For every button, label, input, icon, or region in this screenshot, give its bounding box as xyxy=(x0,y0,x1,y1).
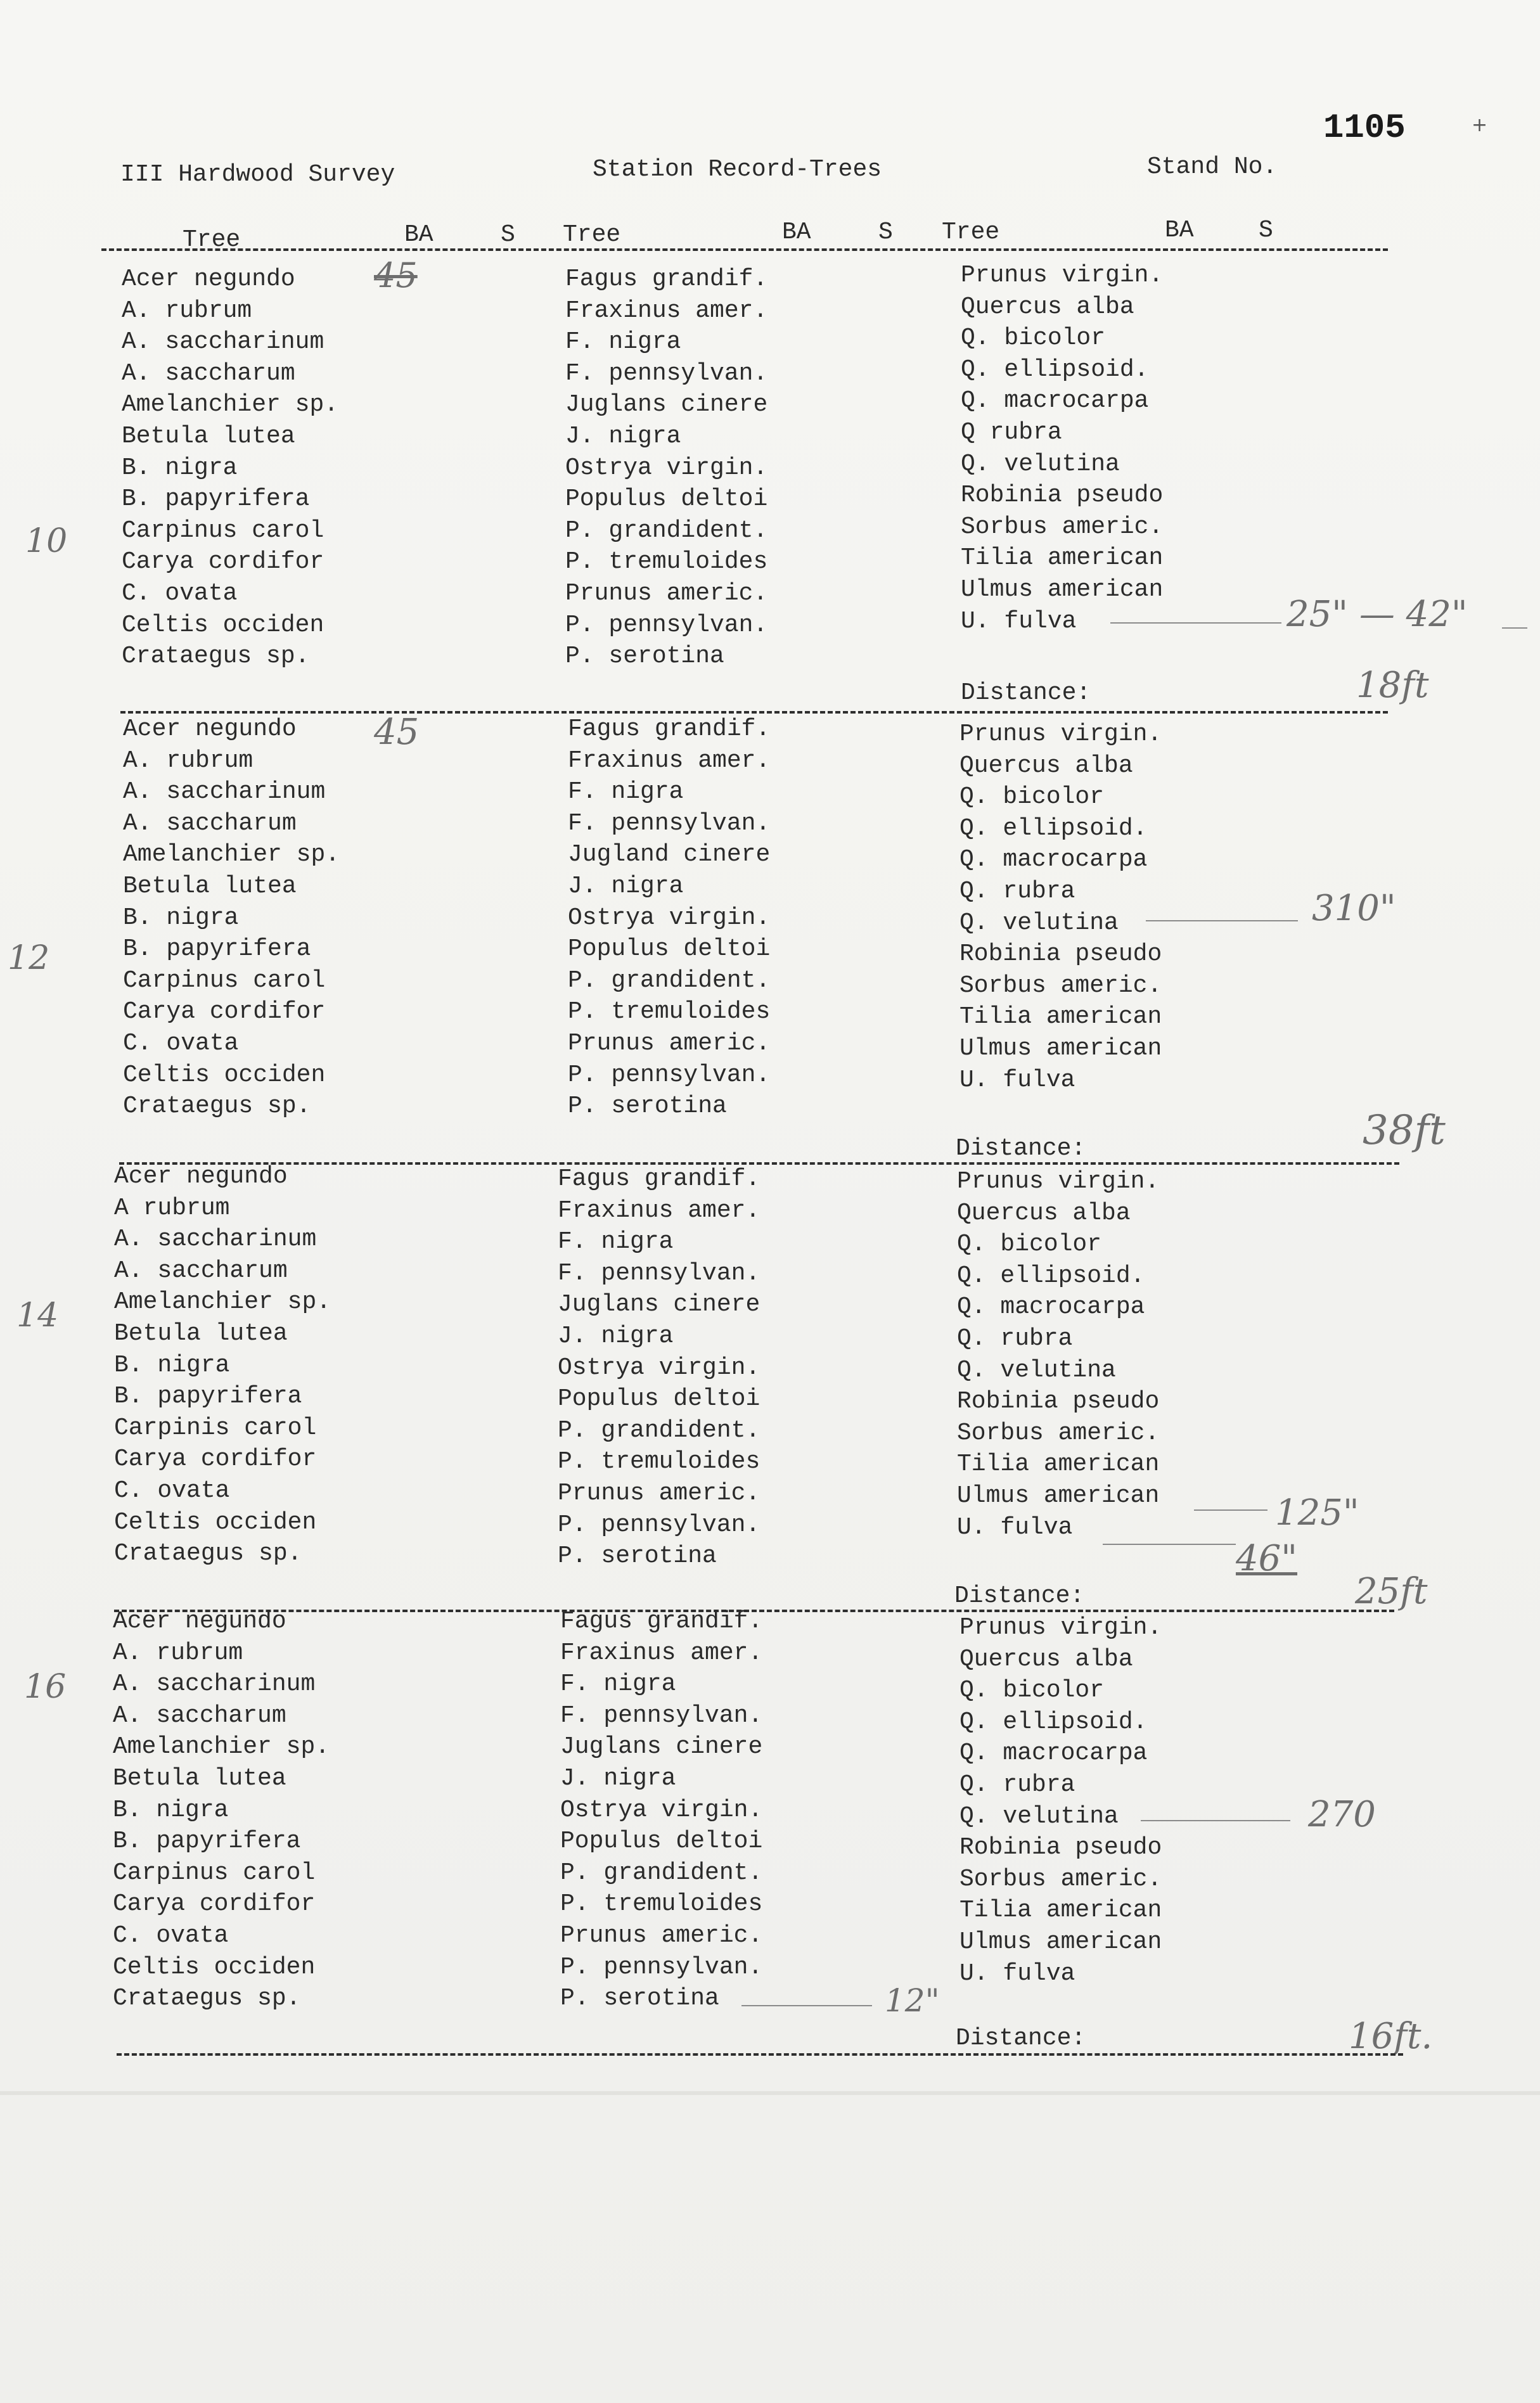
tree-name: A. saccharinum xyxy=(122,328,324,356)
tree-name: P. tremuloides xyxy=(558,1448,760,1476)
record-title: Station Record-Trees xyxy=(593,156,882,183)
tree-name: P. serotina xyxy=(565,643,724,670)
tree-name: B. nigra xyxy=(114,1351,230,1379)
tree-name: Fagus grandif. xyxy=(560,1608,763,1635)
tree-name: Carpinus carol xyxy=(122,516,324,544)
tree-name: F. nigra xyxy=(558,1228,674,1256)
tree-name: B. nigra xyxy=(123,904,239,932)
annotation-leader-line xyxy=(1194,1509,1267,1511)
tree-name: U. fulva xyxy=(959,1959,1075,1987)
tree-name: Q. velutina xyxy=(957,1356,1116,1384)
handwritten-note: 310" xyxy=(1312,888,1396,929)
tree-name: Carpinus carol xyxy=(123,966,326,994)
tree-name: Robinia pseudo xyxy=(959,1834,1162,1862)
column-header-ba-1: BA xyxy=(404,221,433,248)
tree-name: J. nigra xyxy=(560,1765,676,1792)
tree-name: Amelanchier sp. xyxy=(123,841,340,869)
tree-name: A. rubrum xyxy=(123,747,253,774)
tree-name: Betula lutea xyxy=(114,1320,288,1347)
column-header-s-1: S xyxy=(501,221,515,248)
tree-name: U. fulva xyxy=(957,1513,1073,1541)
tree-name: Sorbus americ. xyxy=(961,513,1164,541)
tree-name: Tilia american xyxy=(957,1451,1160,1478)
tree-name: Carya cordifor xyxy=(113,1890,316,1918)
tree-name: B. papyrifera xyxy=(122,485,310,513)
tree-name: Fagus grandif. xyxy=(558,1165,760,1193)
tree-name: Amelanchier sp. xyxy=(122,391,339,419)
tree-name: Acer negundo xyxy=(113,1608,286,1635)
distance-label: Distance: xyxy=(956,1135,1086,1162)
handwritten-note: 46" xyxy=(1236,1538,1298,1579)
corner-mark: + xyxy=(1472,114,1488,136)
tree-name: Celtis occiden xyxy=(122,611,324,639)
tree-name: F. pennsylvan. xyxy=(558,1259,760,1287)
tree-name: Prunus virgin. xyxy=(959,721,1162,748)
distance-value: 16ft. xyxy=(1349,2016,1433,2057)
column-header-ba-2: BA xyxy=(782,219,811,246)
tree-name: Prunus virgin. xyxy=(961,262,1164,289)
tree-name: Q. ellipsoid. xyxy=(959,814,1148,842)
tree-name: U. fulva xyxy=(959,1066,1075,1094)
tree-name: Crataegus sp. xyxy=(114,1540,302,1568)
tree-name: Q. bicolor xyxy=(961,324,1106,352)
tree-name: Celtis occiden xyxy=(114,1508,317,1536)
tree-name: Prunus americ. xyxy=(558,1480,760,1507)
tree-name: J. nigra xyxy=(568,873,684,900)
tree-name: Quercus alba xyxy=(957,1199,1131,1227)
tree-name: Juglans cinere xyxy=(565,391,768,419)
tree-name: Jugland cinere xyxy=(568,841,771,869)
tree-name: Q. bicolor xyxy=(959,783,1105,811)
margin-note: 10 xyxy=(25,522,68,560)
tree-name: Prunus virgin. xyxy=(959,1614,1162,1641)
annotation-leader-line xyxy=(741,2005,872,2006)
tree-name: Ostrya virgin. xyxy=(565,454,768,482)
tree-name: Betula lutea xyxy=(123,873,297,900)
tree-name: Q. rubra xyxy=(959,1771,1075,1798)
tree-name: C. ovata xyxy=(123,1030,239,1057)
tree-name: P. grandident. xyxy=(558,1416,760,1444)
tree-name: Celtis occiden xyxy=(123,1061,326,1089)
distance-label: Distance: xyxy=(961,679,1091,707)
tree-name: Q. ellipsoid. xyxy=(961,356,1149,383)
distance-value: 25ft xyxy=(1355,1571,1428,1612)
tree-name: Betula lutea xyxy=(113,1765,286,1792)
tree-name: Q. bicolor xyxy=(959,1677,1105,1705)
section-rule xyxy=(120,711,1388,714)
tree-name: P. tremuloides xyxy=(568,998,771,1026)
tree-name: U. fulva xyxy=(961,607,1077,635)
column-header-tree-2: Tree xyxy=(563,221,621,248)
tree-name: Betula lutea xyxy=(122,423,295,450)
annotation-leader-line xyxy=(1103,1544,1236,1545)
tree-name: F. pennsylvan. xyxy=(560,1701,763,1729)
handwritten-note: 12" xyxy=(885,1982,940,2019)
tree-name: Prunus virgin. xyxy=(957,1168,1160,1195)
tree-name: Q. macrocarpa xyxy=(961,387,1149,415)
tree-name: F. nigra xyxy=(560,1670,676,1698)
tree-name: Populus deltoi xyxy=(565,485,768,513)
tree-name: Q. bicolor xyxy=(957,1231,1102,1259)
column-header-s-3: S xyxy=(1259,217,1273,244)
tree-name: P. grandident. xyxy=(560,1859,763,1887)
annotation-leader-line xyxy=(1110,622,1281,624)
tree-name: Juglans cinere xyxy=(558,1291,760,1319)
annotation-leader-line xyxy=(1502,627,1527,629)
tree-name: A. saccharinum xyxy=(114,1226,317,1253)
tree-name: Fraxinus amer. xyxy=(568,747,771,774)
tree-name: P. pennsylvan. xyxy=(558,1511,760,1539)
distance-label: Distance: xyxy=(954,1582,1085,1610)
tree-name: P. pennsylvan. xyxy=(568,1061,771,1089)
annotation-leader-line xyxy=(1141,1820,1290,1821)
tree-name: P. grandident. xyxy=(565,516,768,544)
margin-note: 16 xyxy=(24,1668,67,1706)
tree-name: Acer negundo xyxy=(123,715,297,743)
tree-name: Populus deltoi xyxy=(558,1385,760,1413)
tree-name: B. nigra xyxy=(113,1796,229,1824)
tree-name: Q. velutina xyxy=(959,909,1119,937)
tree-name: Sorbus americ. xyxy=(959,971,1162,999)
tree-name: Ulmus american xyxy=(957,1482,1160,1509)
tree-name: Robinia pseudo xyxy=(957,1388,1160,1416)
survey-title: III Hardwood Survey xyxy=(120,161,395,188)
tree-name: Ostrya virgin. xyxy=(568,904,771,932)
tree-name: Populus deltoi xyxy=(568,935,771,963)
tree-name: Q. ellipsoid. xyxy=(957,1262,1145,1290)
handwritten-note: 45 xyxy=(374,255,418,295)
section-rule xyxy=(119,1162,1399,1165)
tree-name: A. saccharinum xyxy=(113,1670,316,1698)
tree-name: P. pennsylvan. xyxy=(560,1953,763,1981)
tree-name: Ulmus american xyxy=(961,576,1164,603)
tree-name: Fagus grandif. xyxy=(565,266,768,293)
column-header-tree-1: Tree xyxy=(183,226,241,253)
tree-name: A. saccharinum xyxy=(123,778,326,806)
tree-name: C. ovata xyxy=(114,1477,230,1504)
handwritten-note: 125" xyxy=(1275,1492,1359,1534)
tree-name: F. nigra xyxy=(568,778,684,806)
tree-name: Q. macrocarpa xyxy=(959,846,1148,874)
tree-name: P. serotina xyxy=(560,1985,719,2013)
handwritten-note: 45 xyxy=(374,712,420,753)
tree-name: Tilia american xyxy=(961,544,1164,572)
distance-value: 38ft xyxy=(1363,1107,1446,1154)
tree-name: Fraxinus amer. xyxy=(558,1196,760,1224)
annotation-leader-line xyxy=(1146,920,1298,921)
tree-name: Ulmus american xyxy=(959,1928,1162,1956)
column-header-ba-3: BA xyxy=(1165,217,1194,244)
paper-fold xyxy=(0,2091,1540,2095)
tree-name: B. papyrifera xyxy=(114,1383,302,1411)
tree-name: F. nigra xyxy=(565,328,681,356)
section-rule xyxy=(117,2053,1403,2056)
tree-name: A. rubrum xyxy=(113,1639,243,1667)
stand-number: 1105 xyxy=(1323,109,1406,148)
tree-name: A rubrum xyxy=(114,1194,230,1222)
tree-name: Prunus americ. xyxy=(568,1030,771,1057)
tree-name: Q. ellipsoid. xyxy=(959,1708,1148,1736)
tree-name: C. ovata xyxy=(113,1922,229,1949)
tree-name: Quercus alba xyxy=(961,293,1134,321)
tree-name: A. saccharum xyxy=(123,809,297,837)
tree-name: P. tremuloides xyxy=(560,1890,763,1918)
tree-name: P. serotina xyxy=(558,1542,717,1570)
tree-name: Carya cordifor xyxy=(114,1445,317,1473)
tree-name: Sorbus americ. xyxy=(959,1865,1162,1893)
tree-name: Fagus grandif. xyxy=(568,715,771,743)
tree-name: Carpinus carol xyxy=(113,1859,316,1887)
tree-name: Q. rubra xyxy=(959,878,1075,905)
tree-name: A. saccharum xyxy=(114,1257,288,1285)
tree-name: Carya cordifor xyxy=(122,548,324,576)
tree-name: P. serotina xyxy=(568,1093,727,1120)
tree-name: Ostrya virgin. xyxy=(558,1354,760,1381)
tree-name: Q. macrocarpa xyxy=(957,1293,1145,1321)
tree-name: Ostrya virgin. xyxy=(560,1796,763,1824)
tree-name: B. papyrifera xyxy=(113,1828,301,1855)
distance-value: 18ft xyxy=(1356,665,1429,706)
handwritten-note: 270 xyxy=(1308,1794,1376,1835)
tree-name: Q rubra xyxy=(961,419,1062,446)
tree-name: Robinia pseudo xyxy=(959,940,1162,968)
tree-name: Juglans cinere xyxy=(560,1733,763,1761)
tree-name: P. grandident. xyxy=(568,966,771,994)
tree-name: Ulmus american xyxy=(959,1035,1162,1062)
tree-name: P. tremuloides xyxy=(565,548,768,576)
tree-name: F. pennsylvan. xyxy=(565,359,768,387)
tree-name: Carya cordifor xyxy=(123,998,326,1026)
tree-name: Carpinis carol xyxy=(114,1414,317,1442)
tree-name: Sorbus americ. xyxy=(957,1419,1160,1447)
tree-name: Populus deltoi xyxy=(560,1828,763,1855)
tree-name: Celtis occiden xyxy=(113,1953,316,1981)
tree-name: Amelanchier sp. xyxy=(114,1288,331,1316)
tree-name: Acer negundo xyxy=(122,266,295,293)
margin-note: 14 xyxy=(16,1297,59,1335)
tree-name: Fraxinus amer. xyxy=(565,297,768,324)
tree-name: Fraxinus amer. xyxy=(560,1639,763,1667)
tree-name: Q. rubra xyxy=(957,1325,1073,1352)
tree-name: B. papyrifera xyxy=(123,935,311,963)
margin-note: 12 xyxy=(8,939,50,977)
tree-name: J. nigra xyxy=(565,423,681,450)
stand-label: Stand No. xyxy=(1147,153,1278,181)
column-header-tree-3: Tree xyxy=(942,219,1000,246)
distance-label: Distance: xyxy=(956,2025,1086,2052)
tree-name: C. ovata xyxy=(122,580,238,607)
tree-name: Crataegus sp. xyxy=(113,1985,301,2013)
handwritten-note: 25" — 42" xyxy=(1287,594,1468,635)
column-header-s-2: S xyxy=(878,219,893,246)
tree-name: Q. macrocarpa xyxy=(959,1740,1148,1767)
header-rule xyxy=(101,248,1388,251)
tree-name: F. pennsylvan. xyxy=(568,809,771,837)
tree-name: Prunus americ. xyxy=(565,580,768,607)
tree-name: Amelanchier sp. xyxy=(113,1733,330,1761)
tree-name: Q. velutina xyxy=(959,1802,1119,1830)
tree-name: Robinia pseudo xyxy=(961,482,1164,509)
tree-name: Tilia american xyxy=(959,1003,1162,1031)
tree-name: A. saccharum xyxy=(113,1701,286,1729)
tree-name: P. pennsylvan. xyxy=(565,611,768,639)
tree-name: Quercus alba xyxy=(959,752,1133,779)
tree-name: A. saccharum xyxy=(122,359,295,387)
tree-name: Quercus alba xyxy=(959,1645,1133,1673)
tree-name: A. rubrum xyxy=(122,297,252,324)
tree-name: Crataegus sp. xyxy=(123,1093,311,1120)
tree-name: J. nigra xyxy=(558,1323,674,1350)
tree-name: Tilia american xyxy=(959,1897,1162,1925)
tree-name: B. nigra xyxy=(122,454,238,482)
tree-name: Acer negundo xyxy=(114,1163,288,1190)
tree-name: Prunus americ. xyxy=(560,1922,763,1949)
tree-name: Q. velutina xyxy=(961,450,1120,478)
tree-name: Crataegus sp. xyxy=(122,643,310,670)
